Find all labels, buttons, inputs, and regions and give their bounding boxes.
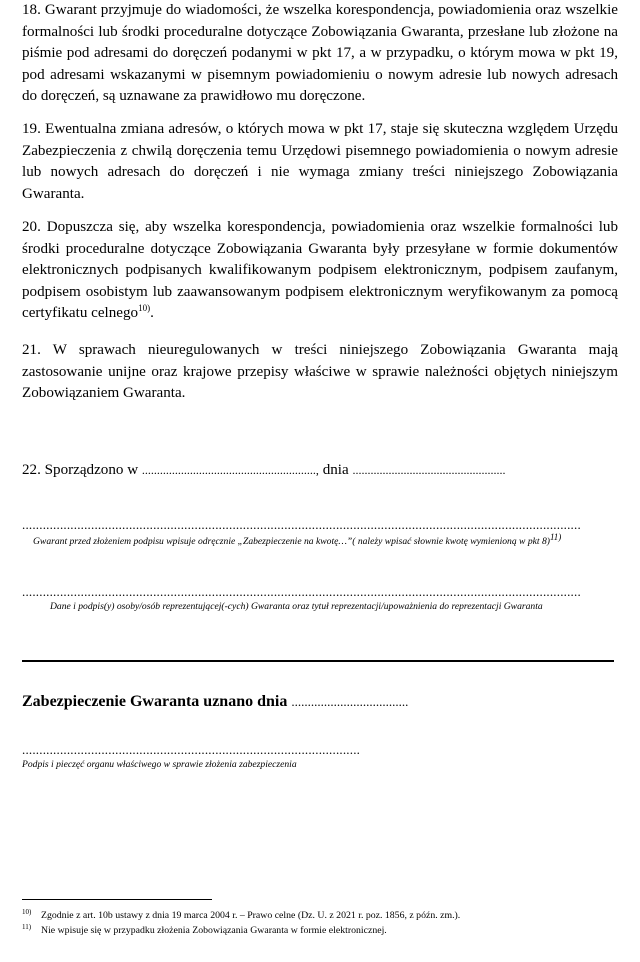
place-label: 22. Sporządzono w xyxy=(22,462,139,478)
footnote-10-number: 10) xyxy=(22,908,32,916)
guarantor-signature-caption: Dane i podpis(y) osoby/osób reprezentującej(-cych) Gwaranta oraz tytuł reprezentacji/upoważnienia do reprezentacji Gwaranta xyxy=(50,601,543,612)
paragraph-18-text: 18. Gwarant przyjmuje do wiadomości, że wszelka korespondencja, powiadomienia oraz wszelkie formalności lub środki proceduralne dotyczące Zobowiązania Gwaranta, przesłane lub złożone na piśmie pod adresami do doręczeń podanymi w pkt 17, a w przypadku, o którym mowa w pkt 19, pod adresami wskazanymi w pisemnym powiadomieniu o nowym adresie lub nowych adresach do doręczeń, są uznawane za prawidłowo mu doręczone. xyxy=(22,2,618,104)
date-label: dnia xyxy=(322,462,349,478)
date-field[interactable]: ................................................... xyxy=(352,463,506,477)
acceptance-label: Zabezpieczenie Gwaranta uznano dnia xyxy=(22,693,288,710)
paragraph-21 xyxy=(22,340,618,405)
footnote-10-text: Zgodnie z art. 10b ustawy z dnia 19 marca 2004 r. – Prawo celne (Dz. U. z 2021 r. poz. 1856, z późn. zm.). xyxy=(41,910,461,921)
section-divider xyxy=(22,660,614,662)
footnote-11-number: 11) xyxy=(22,923,32,931)
footnote-ref-11: 11) xyxy=(549,531,562,542)
guarantor-amount-caption-text: Gwarant przed złożeniem podpisu wpisuje odręcznie „Zabezpieczenie na kwotę…”( należy wpisać słownie kwotę wymienioną w pkt 8) xyxy=(33,536,550,547)
authority-signature-caption: Podpis i pieczęć organu właściwego w sprawie złożenia zabezpieczenia xyxy=(22,759,297,770)
footnote-11 xyxy=(22,923,387,936)
paragraph-20 xyxy=(22,217,618,325)
authority-signature-field[interactable]: .................................................................................................. xyxy=(22,742,361,757)
paragraph-21-text: 21. W sprawach nieuregulowanych w treści niniejszego Zobowiązania Gwaranta mają zastosowanie unijne oraz krajowe przepisy właściwe w sprawie należności objętych niniejszym Zobowiązaniem Gwaranta. xyxy=(22,342,618,401)
place-date-line xyxy=(22,462,505,479)
footnote-divider xyxy=(22,899,212,900)
acceptance-date-field[interactable]: .................................... xyxy=(291,694,409,709)
footnote-11-text: Nie wpisuje się w przypadku złożenia Zobowiązania Gwaranta w formie elektronicznej. xyxy=(41,925,387,936)
paragraph-19-text: 19. Ewentualna zmiana adresów, o których mowa w pkt 17, staje się skuteczna względem Urzędu Zabezpieczenia z chwilą doręczenia temu Urzędowi pisemnego powiadomienia o nowym adresie lub nowych adresach do doręczeń i nie wymaga zmiany treści niniejszego Zobowiązania Gwaranta. xyxy=(22,121,618,202)
place-field[interactable]: .........................................................., xyxy=(141,463,319,477)
guarantor-amount-field[interactable]: .................................................................................................................................................................. xyxy=(22,517,581,532)
footnote-10 xyxy=(22,908,460,921)
paragraph-20-text: 20. Dopuszcza się, aby wszelka korespondencja, powiadomienia oraz wszelkie formalności lub środki proceduralne dotyczące Zobowiązania Gwaranta były przesyłane w formie dokumentów elektronicznych podpisanych kwalifikowanym podpisem elektronicznym, podpisem zaufanym, podpisem osobistym lub zaawansowanym podpisem elektronicznym weryfikowanym za pomocą certyfikatu celnego xyxy=(22,219,618,321)
paragraph-18 xyxy=(22,0,618,108)
paragraph-19 xyxy=(22,119,618,205)
guarantor-amount-caption xyxy=(33,531,562,547)
guarantor-signature-field[interactable]: .................................................................................................................................................................. xyxy=(22,584,581,599)
acceptance-line xyxy=(22,693,408,711)
footnote-ref-10: 10) xyxy=(138,302,151,313)
paragraph-20-end: . xyxy=(150,305,154,321)
